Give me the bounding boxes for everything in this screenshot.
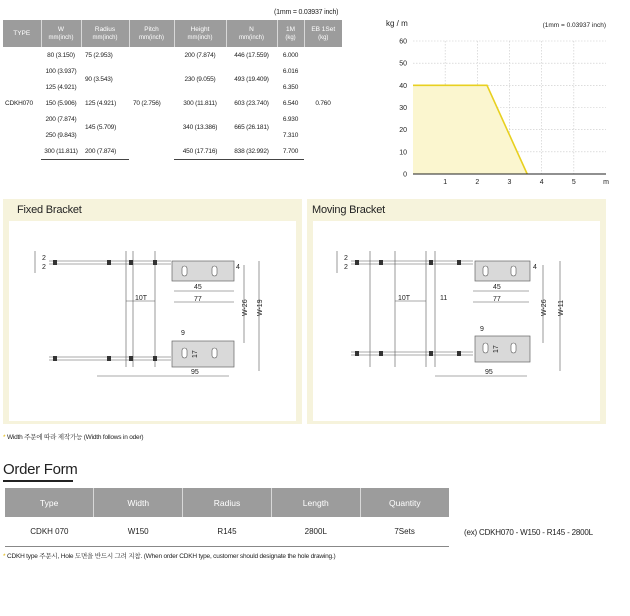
dim-i: 9 [181,330,185,337]
chart-x-tick-label: 4 [539,179,544,186]
dim-e: 77 [194,296,202,303]
fixed-bracket-title: Fixed Bracket [17,204,82,216]
dim-f: 10T [398,295,411,302]
chart-xlabel: m [603,179,609,186]
radius-cell: 125 (4.921) [85,99,117,107]
fixed-bracket-panel [3,199,302,424]
weight-cell: 6.540 [282,99,299,107]
asterisk-icon: * [3,553,6,560]
n-cell: 838 (32.992) [226,144,277,160]
spec-header-row [3,20,342,47]
weight-cell: 6.930 [282,115,299,123]
dim-g: W-26 [242,299,249,316]
w-cell: 80 (3.150) [47,51,75,59]
fixed-bracket-drawing [9,221,296,421]
radius-cell: 145 (5.709) [85,123,117,131]
chart-x-tick-label: 2 [475,179,480,186]
dim-e: 77 [493,296,501,303]
dim-d: 45 [194,284,202,291]
dim-j: 17 [192,350,199,358]
dim-j: 17 [493,345,500,353]
dim-b: 2 [42,264,46,271]
w-cell: 250 (9.843) [45,132,77,140]
w-cell: 200 (7.874) [45,115,77,123]
spec-unit-note: (1mm = 0.03937 inch) [274,9,339,16]
order-col-quantity: Quantity [360,488,449,517]
dim-a: 2 [42,255,46,262]
w-cell: 100 (3.937) [45,67,77,75]
order-header-row [5,488,449,517]
dim-i: 9 [480,326,484,333]
moving-bracket-title: Moving Bracket [312,204,386,216]
order-note [3,551,336,560]
order-col-type: Type [5,488,94,517]
radius-cell: 90 (3.543) [85,75,113,83]
order-col-width: Width [94,488,183,517]
dim-k: 95 [485,369,493,376]
moving-bracket-panel [307,199,606,424]
weight-cell: 6.016 [282,67,299,75]
col-radius: Radius mm(inch) [81,20,129,47]
dim-c: 4 [533,264,537,271]
order-note-text: CDKH type 주문시, Hole 도면을 반드시 그려 지참. (When order CDKH type, customer should designate the hole drawing.) [6,553,336,560]
n-cell: 446 (17.559) [234,51,269,59]
order-title-rule [3,480,73,482]
height-cell: 300 (11.811) [183,99,217,107]
n-cell: 665 (26.181) [234,123,269,131]
w-cell: 125 (4.921) [45,83,77,91]
weight-cell: 7.700 [277,144,304,160]
dim-h: W-11 [558,299,565,316]
type-cell: CDKH070 [5,99,33,107]
w-cell: 300 (11.811) [41,144,81,160]
table-row [5,517,449,546]
col-w: W mm(inch) [41,20,81,47]
chart-x-tick-label: 3 [507,179,512,186]
n-cell: 603 (23.740) [234,99,269,107]
table-row [3,47,342,63]
dim-h: W-19 [257,299,264,316]
dim-f2: 11 [440,295,448,302]
chart-y-tick-label: 0 [403,171,407,179]
chart-x-tick-label: 1 [443,179,448,186]
height-cell: 450 (17.716) [174,144,226,160]
spec-table [3,20,342,160]
height-cell: 340 (13.386) [182,123,218,131]
w-cell: 150 (5.906) [45,99,77,107]
chart-ylabel: kg / m [386,19,408,28]
height-cell: 200 (7.874) [184,51,216,59]
col-1m: 1M (kg) [277,20,304,47]
dim-c: 4 [236,264,240,271]
pitch-cell: 70 (2.756) [133,99,161,107]
col-height: Height mm(inch) [174,20,226,47]
height-cell: 230 (9.055) [184,75,216,83]
n-cell: 493 (19.409) [234,75,269,83]
asterisk-icon: * [3,434,6,441]
order-quantity-cell: 7Sets [360,517,449,546]
dim-f: 10T [135,295,148,302]
dim-g: W-26 [541,299,548,316]
dim-k: 95 [191,369,199,376]
chart-y-tick-label: 60 [399,38,407,46]
chart-y-tick-label: 10 [399,149,407,157]
chart-y-tick-label: 50 [399,60,407,68]
chart-y-tick-label: 20 [399,127,407,135]
order-col-length: Length [271,488,360,517]
col-type: TYPE [3,20,41,47]
chart-x-tick-label: 5 [571,179,576,186]
order-width-cell: W150 [94,517,183,546]
order-type-cell: CDKH 070 [5,517,94,546]
order-form-title: Order Form [3,461,78,478]
weight-cell: 7.310 [282,132,299,140]
col-pitch: Pitch mm(inch) [129,20,174,47]
radius-cell: 200 (7.874) [81,144,129,160]
width-note-text: Width 주문에 따라 제작가능 (Width follows in oder) [6,434,144,441]
width-note [3,432,143,441]
dim-b: 2 [344,264,348,271]
chart-unit-note: (1mm = 0.03937 inch) [542,22,606,29]
dim-a: 2 [344,255,348,262]
chart-y-tick-label: 30 [399,105,407,112]
col-n: N mm(inch) [226,20,277,47]
order-radius-cell: R145 [183,517,272,546]
moving-bracket-drawing [313,221,600,421]
order-example: (ex) CDKH070 - W150 - R145 - 2800L [464,528,593,537]
order-col-radius: Radius [183,488,272,517]
col-eb: EB 1Set (kg) [304,20,342,47]
order-table [5,488,449,547]
weight-chart [368,14,618,189]
chart-y-tick-label: 40 [399,82,407,90]
radius-cell: 75 (2.953) [85,51,113,59]
weight-cell: 6.350 [282,83,299,91]
weight-cell: 6.000 [282,51,299,59]
eb-cell: 0.760 [315,99,331,107]
order-length-cell: 2800L [271,517,360,546]
dim-d: 45 [493,284,501,291]
